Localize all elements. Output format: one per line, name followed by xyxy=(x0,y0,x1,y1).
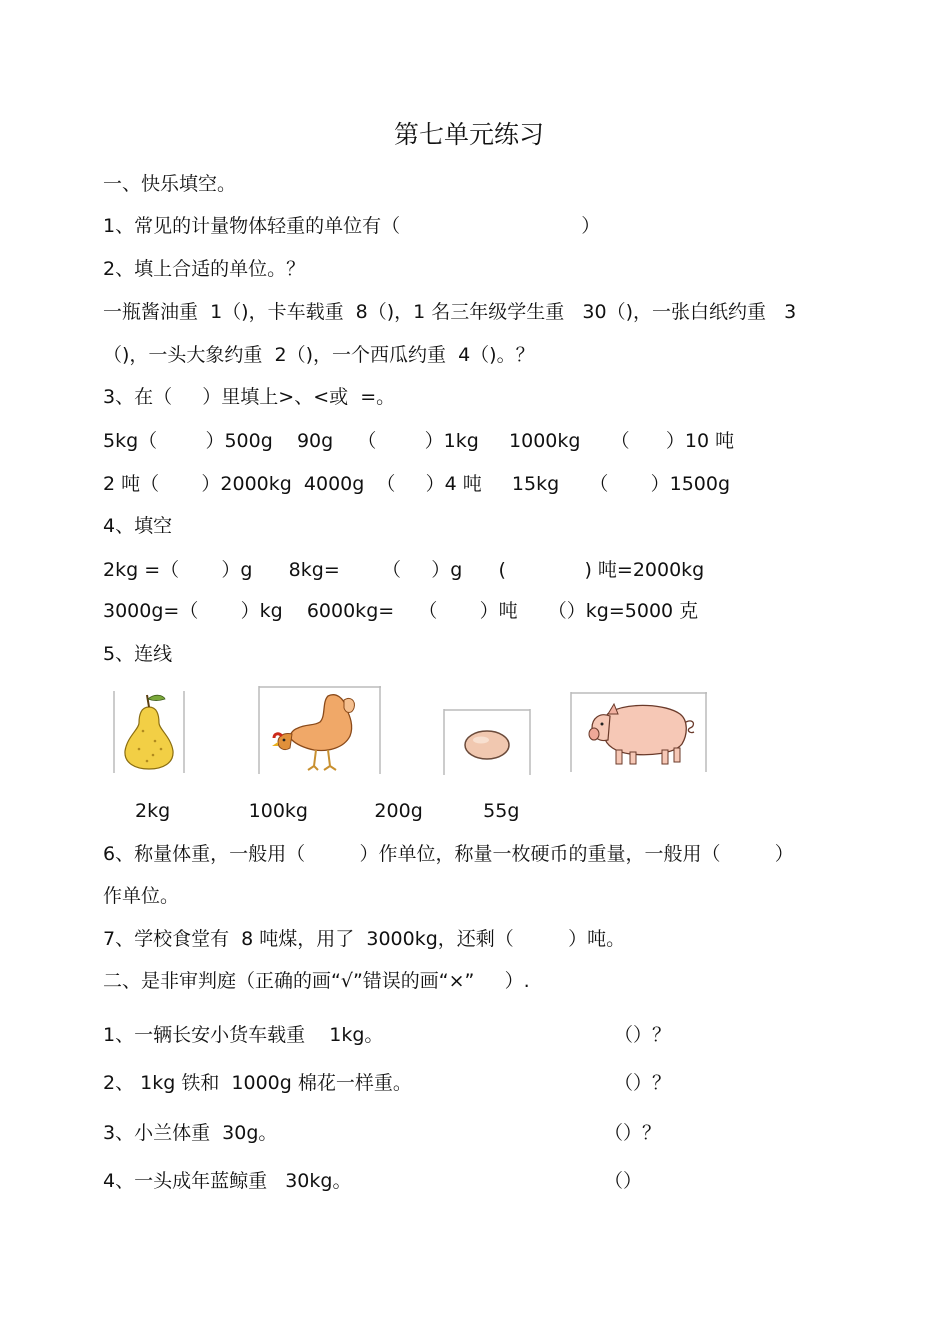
question-5-weights: 2kg 100kg 200g 55g xyxy=(135,800,520,822)
judge-item-2: 2、 1kg 铁和 1000g 棉花一样重。 xyxy=(103,1072,412,1094)
question-3-row-1: 5kg（ ）500g 90g （ ）1kg 1000kg （ ）10 吨 xyxy=(103,430,735,452)
egg-image xyxy=(443,709,531,775)
question-4: 4、填空 xyxy=(103,515,173,537)
page-title: 第七单元练习 xyxy=(394,120,545,149)
question-3: 3、在（ ）里填上>、<或 =。 xyxy=(103,386,396,408)
question-4-row-1: 2kg =（ ）g 8kg= （ ）g ( ) 吨=2000kg xyxy=(103,559,705,581)
judge-item-2-mark: （）？ xyxy=(614,1072,672,1094)
section2-heading: 二、是非审判庭（正确的画“√”错误的画“×” ）. xyxy=(103,970,530,992)
section1-heading: 一、快乐填空。 xyxy=(103,173,237,195)
judge-item-1-mark: （）？ xyxy=(614,1024,672,1046)
question-1: 1、常见的计量物体轻重的单位有（ ） xyxy=(103,215,601,237)
question-2: 2、填上合适的单位。？ xyxy=(103,258,306,280)
pig-image xyxy=(570,692,708,772)
question-4-row-2: 3000g=（ ）kg 6000kg= （ ）吨 （）kg=5000 克 xyxy=(103,600,699,622)
question-3-row-2: 2 吨（ ）2000kg 4000g （ ）4 吨 15kg （ ）1500g xyxy=(103,473,731,495)
question-5: 5、连线 xyxy=(103,643,173,665)
judge-item-3: 3、小兰体重 30g。 xyxy=(103,1122,278,1144)
judge-item-4-mark: （） xyxy=(604,1170,643,1192)
question-2-line-1: 一瓶酱油重 1（)，卡车载重 8（)，1 名三年级学生重 30（)，一张白纸约重 3 xyxy=(103,301,797,323)
question-7: 7、学校食堂有 8 吨煤，用了 3000kg，还剩（ ）吨。 xyxy=(103,928,626,950)
question-2-line-2: （)，一头大象约重 2（)，一个西瓜约重 4（)。？ xyxy=(103,344,535,366)
judge-item-3-mark: （）？ xyxy=(604,1122,662,1144)
pear-image xyxy=(113,691,185,773)
chicken-image xyxy=(258,686,382,774)
judge-item-4: 4、一头成年蓝鲸重 30kg。 xyxy=(103,1170,352,1192)
question-6-line-2: 作单位。 xyxy=(103,885,180,907)
question-6-line-1: 6、称量体重，一般用（ ）作单位，称量一枚硬币的重量，一般用（ ） xyxy=(103,843,794,865)
judge-item-1: 1、一辆长安小货车载重 1kg。 xyxy=(103,1024,384,1046)
